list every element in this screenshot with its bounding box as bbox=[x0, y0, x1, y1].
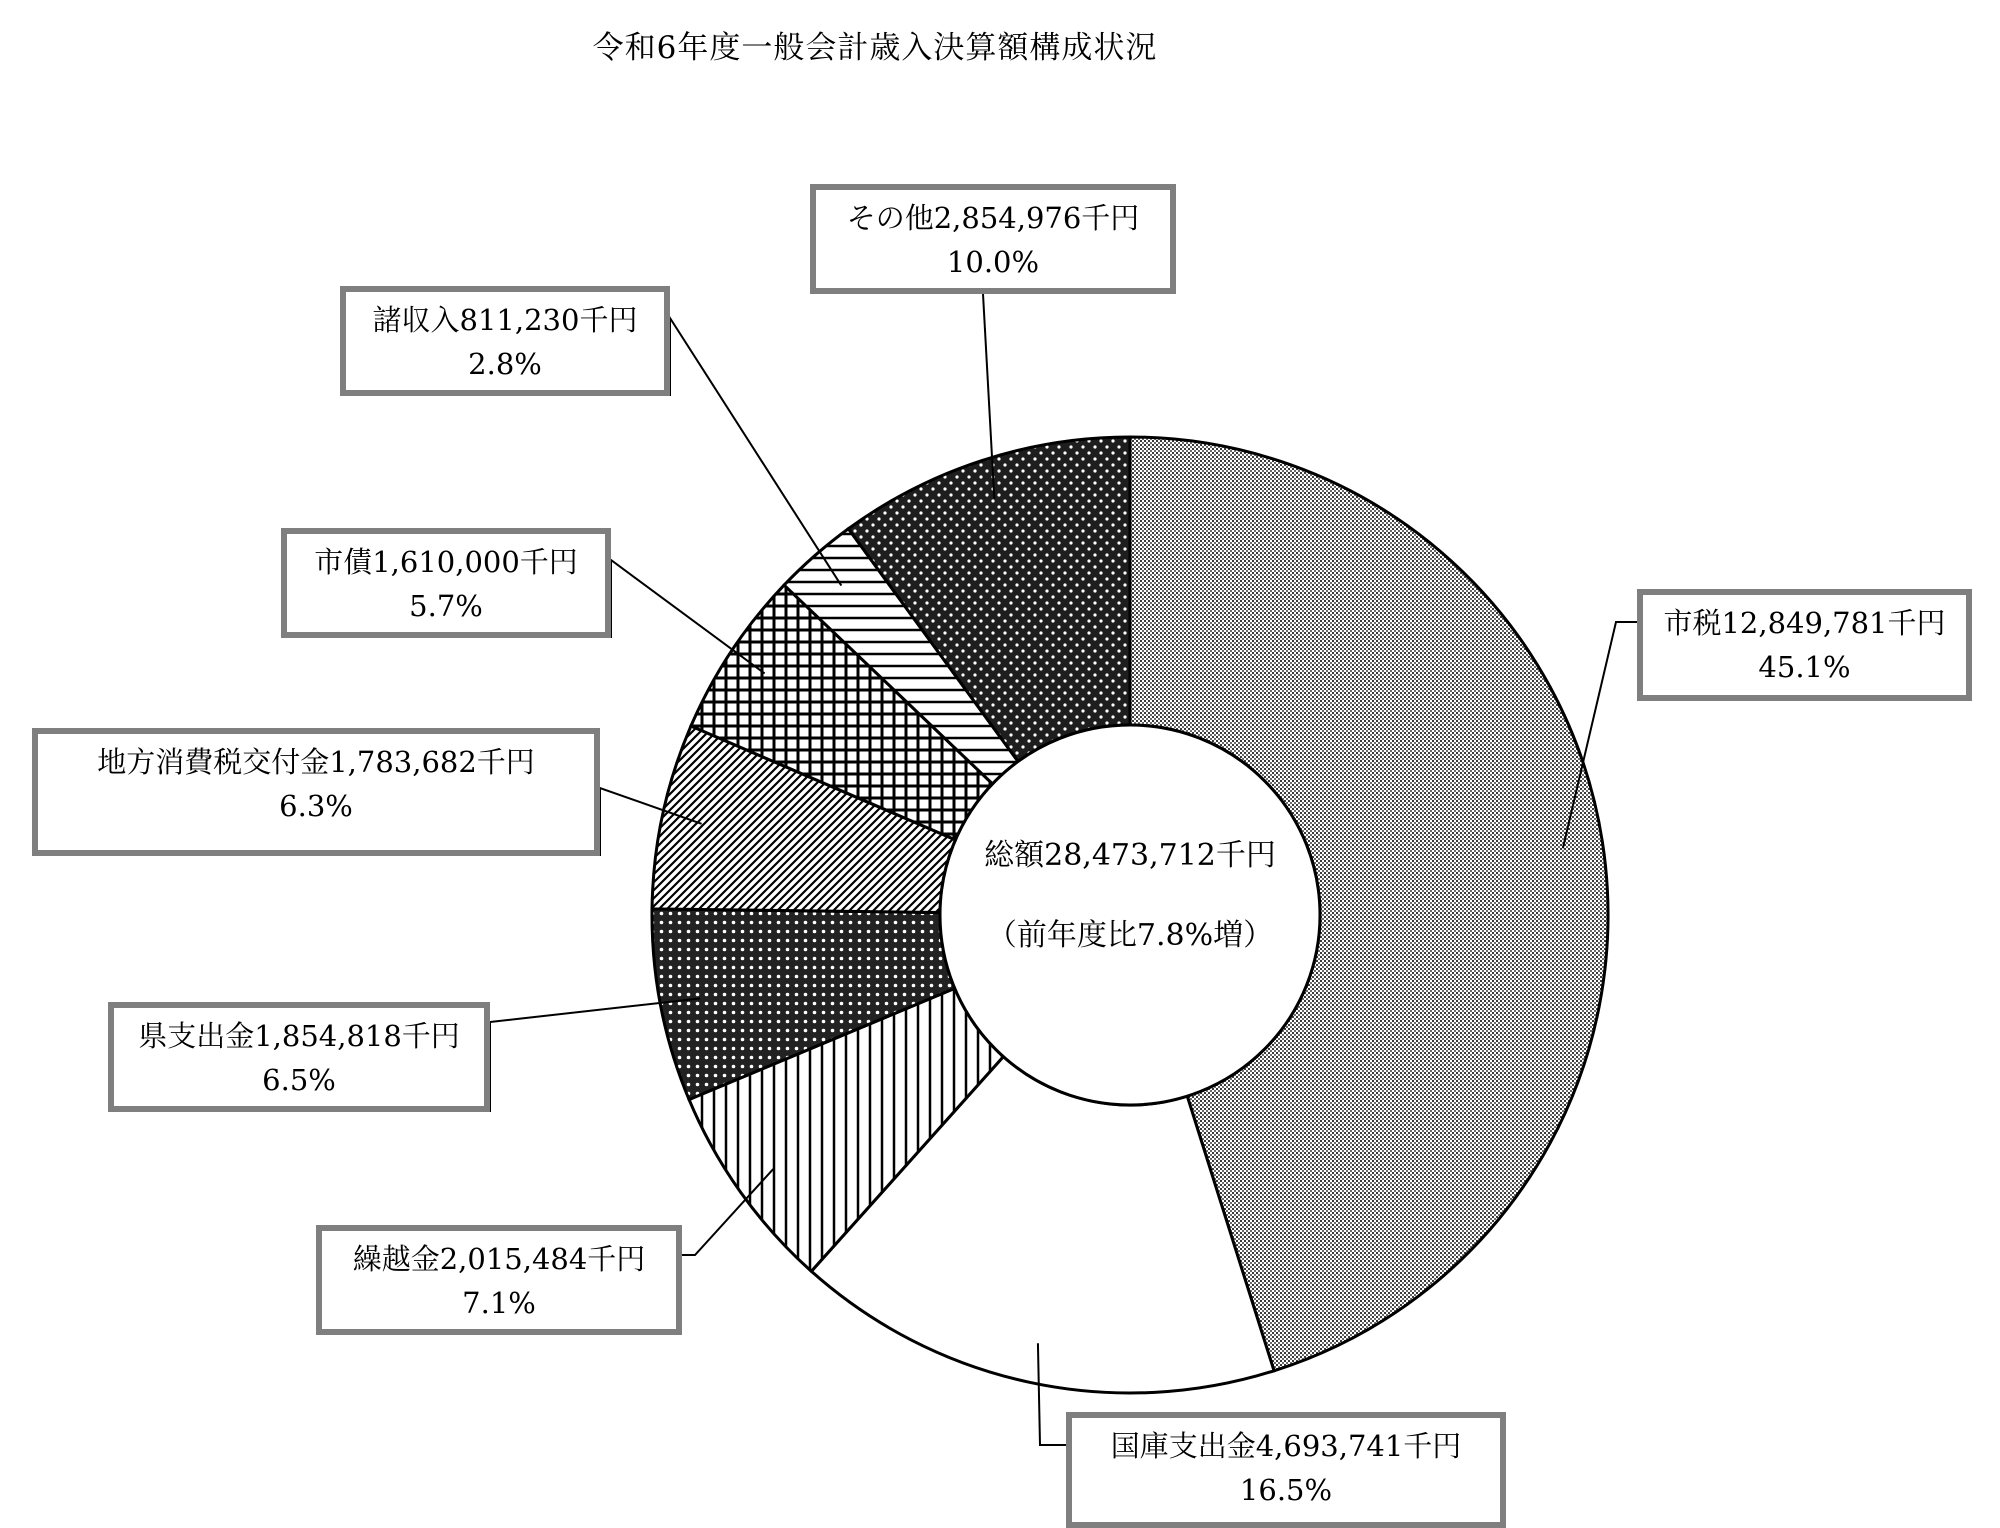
data-label-amount: 市税12,849,781千円 bbox=[1663, 606, 1946, 640]
leader-line-7 bbox=[670, 318, 841, 586]
data-label-amount: 市債1,610,000千円 bbox=[314, 545, 578, 579]
center-total: 総額28,473,712千円 bbox=[984, 838, 1276, 873]
data-label-percent: 10.0% bbox=[946, 245, 1040, 279]
data-label-4 bbox=[108, 1002, 490, 1112]
data-label-percent: 5.7% bbox=[409, 589, 483, 623]
data-label-3 bbox=[316, 1225, 682, 1335]
data-label-percent: 16.5% bbox=[1239, 1473, 1333, 1507]
data-label-percent: 2.8% bbox=[468, 347, 542, 381]
data-label-2 bbox=[1066, 1412, 1506, 1528]
chart-title: 令和6年度一般会計歳入決算額構成状況 bbox=[592, 30, 1158, 66]
data-label-7 bbox=[340, 286, 670, 396]
data-label-5 bbox=[32, 728, 600, 856]
data-label-8 bbox=[810, 184, 1176, 294]
data-label-amount: 繰越金2,015,484千円 bbox=[352, 1242, 646, 1276]
center-label bbox=[935, 830, 1325, 954]
data-label-amount: 地方消費税交付金1,783,682千円 bbox=[97, 745, 535, 779]
data-label-percent: 6.3% bbox=[279, 789, 353, 823]
data-label-percent: 6.5% bbox=[262, 1063, 336, 1097]
leader-line-6 bbox=[611, 560, 765, 673]
data-label-6 bbox=[281, 528, 611, 638]
data-label-percent: 7.1% bbox=[462, 1286, 536, 1320]
data-label-1 bbox=[1637, 589, 1972, 701]
center-note: （前年度比7.8%増） bbox=[986, 918, 1274, 953]
data-label-amount: その他2,854,976千円 bbox=[846, 201, 1140, 235]
data-label-amount: 諸収入811,230千円 bbox=[372, 303, 638, 337]
data-label-amount: 県支出金1,854,818千円 bbox=[138, 1019, 460, 1053]
data-label-amount: 国庫支出金4,693,741千円 bbox=[1110, 1429, 1462, 1463]
data-label-percent: 45.1% bbox=[1758, 650, 1851, 684]
